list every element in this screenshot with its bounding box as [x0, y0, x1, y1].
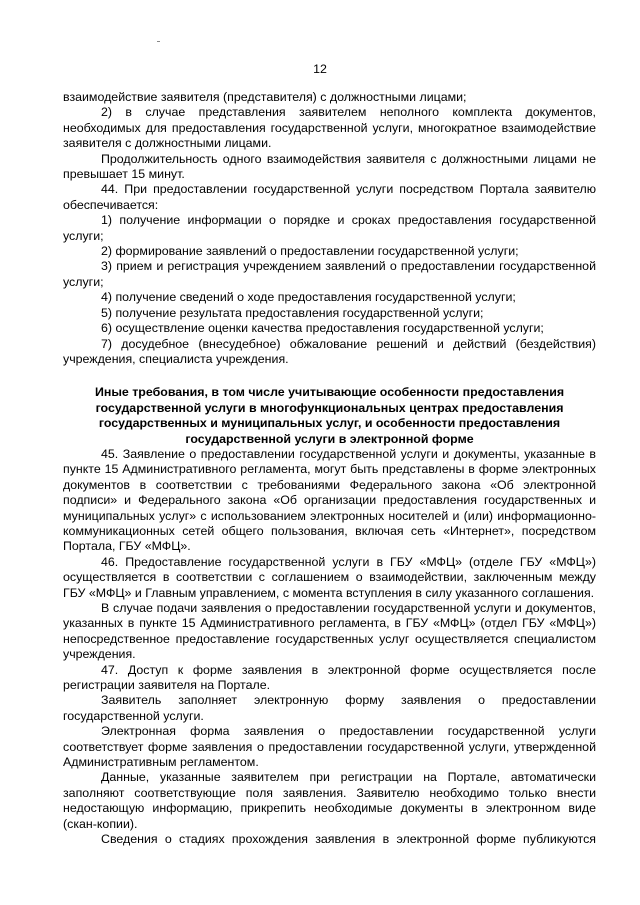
- scan-mark: [157, 41, 160, 42]
- paragraph: взаимодействие заявителя (представителя) с должностными лицами;: [63, 90, 467, 104]
- paragraph: В случае подачи заявления о предоставлении государственной услуги и документов, указанных в пункте 15 Административного регламента, в ГБУ «МФЦ» (отдел ГБУ «МФЦ») непосредственное предоставление государственных услуг осуществляется специалистом учреждения.: [63, 601, 596, 662]
- list-item: 2) формирование заявлений о предоставлении государственной услуги;: [101, 244, 519, 259]
- paragraph: 46. Предоставление государственной услуги в ГБУ «МФЦ» (отделе ГБУ «МФЦ») осуществляется в соответствии с соглашением о взаимодействии, заключенным между ГБУ «МФЦ» и Главным управлением, с момента вступления в силу указанного соглашения.: [63, 554, 596, 600]
- page-number: 12: [313, 62, 327, 76]
- list-item: 3) прием и регистрация учреждением заявлений о предоставлении государственной услуги;: [63, 259, 596, 289]
- document-body: [63, 90, 596, 848]
- list-item: 4) получение сведений о ходе предоставления государственной услуги;: [101, 290, 516, 305]
- list-item: 7) досудебное (внесудебное) обжалование решений и действий (бездействия) учреждения, специалиста учреждения.: [63, 336, 596, 366]
- paragraph: Электронная форма заявления о предоставлении государственной услуги соответствует форме заявления о предоставлении государственной услуги, утвержденной Административным регламентом.: [63, 724, 596, 770]
- paragraph: Продолжительность одного взаимодействия заявителя с должностными лицами не превышает 15 минут.: [63, 151, 596, 182]
- paragraph: 2) в случае представления заявителем неполного комплекта документов, необходимых для предоставления государственной услуги, многократное взаимодействие заявителя с должностными лицами.: [63, 105, 596, 151]
- paragraph: Данные, указанные заявителем при регистрации на Портале, автоматически заполняют соответствующие поля заявления. Заявителю необходимо только внести недостающую информацию, прикрепить необходимые документы в электронном виде (скан-копии).: [63, 770, 596, 831]
- paragraph: 44. При предоставлении государственной услуги посредством Портала заявителю обеспечивается:: [63, 182, 596, 212]
- list-item: 5) получение результата предоставления государственной услуги;: [101, 305, 484, 320]
- section-heading: Иные требования, в том числе учитывающие особенности предоставления государственной услуги в многофункциональных центрах предоставления государственных и муниципальных услуг, и особенности предоставления государственной услуги в электронной форме: [94, 385, 565, 446]
- paragraph: 47. Доступ к форме заявления в электронной форме осуществляется после регистрации заявителя на Портале.: [63, 662, 596, 693]
- list-item: 6) осуществление оценки качества предоставления государственной услуги;: [101, 321, 544, 336]
- paragraph: 45. Заявление о предоставлении государственной услуги и документы, указанные в пункте 15 Административного регламента, могут быть представлены в форме электронных документов в соответствии с требованиями Федерального закона «Об электронной подписи» и Федерального закона «Об организации предоставления государственных и муниципальных услуг» с использованием электронных носителей и (или) информационно-коммуникационных сетей общего пользования, включая сеть «Интернет», посредством Портала, ГБУ «МФЦ».: [63, 446, 596, 554]
- paragraph: Сведения о стадиях прохождения заявления в электронной форме публикуются: [101, 832, 596, 847]
- list-item: 1) получение информации о порядке и сроках предоставления государственной услуги;: [63, 213, 596, 243]
- paragraph: Заявитель заполняет электронную форму заявления о предоставлении государственной услуги.: [63, 693, 596, 723]
